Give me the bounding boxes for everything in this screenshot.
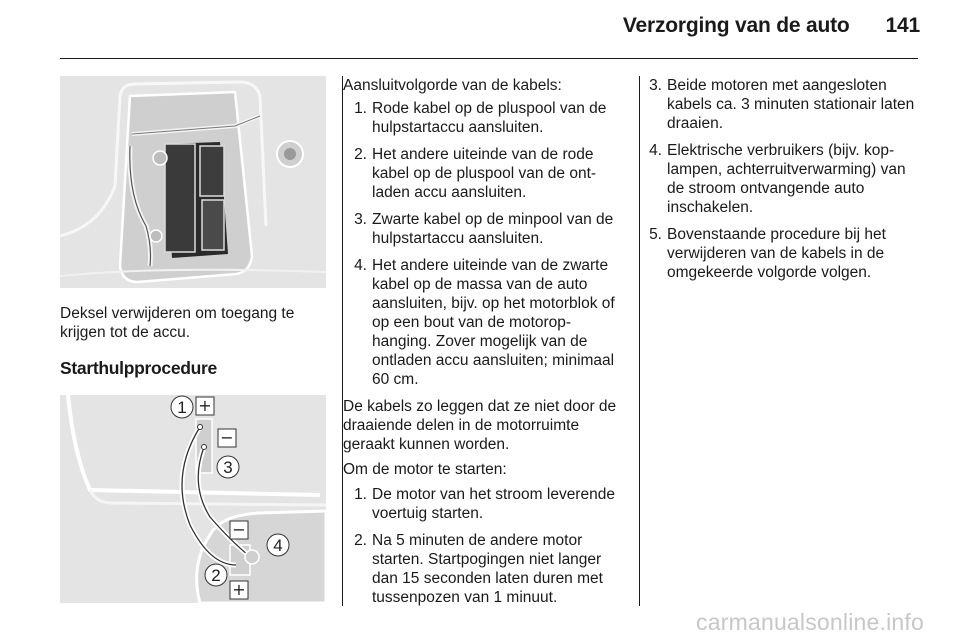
column-1 (60, 76, 326, 603)
list-item: 1. De motor van het stroom leverende voertuig starten. (354, 486, 615, 522)
page-header (623, 14, 920, 38)
figure-caption: Deksel verwijderen om toegang te krijgen tot de accu. (60, 305, 295, 341)
figure-label-1: 1 (177, 398, 187, 417)
watermark: carmanualsonline.info (696, 609, 924, 635)
battery-illustration (60, 76, 326, 288)
list-item: 5. Bovenstaande procedure bij het verwijderen van de kabels in de omgekeerde volgorde volgen. (649, 226, 886, 281)
figure-label-2: 2 (211, 566, 221, 585)
start-intro: Om de motor te starten: (343, 461, 507, 478)
cable-routing-note: De kabels zo leggen dat ze niet door de draaiende delen in de motorruimte geraakt kunnen worden. (343, 398, 617, 453)
jumpstart-illustration (60, 395, 326, 603)
column-3 (644, 76, 924, 290)
start-steps (343, 485, 625, 607)
header-rule (60, 58, 918, 59)
list-item: 3. Zwarte kabel op de minpool van de hulpstartaccu aansluiten. (354, 211, 614, 247)
column-2 (343, 76, 625, 615)
list-item: 1. Rode kabel op de pluspool van de hulpstartaccu aansluiten. (354, 100, 607, 136)
list-item: 4. Elektrische verbruikers (bijv. koplampen, achterruitverwarming) van de stroom ontvangende auto inschakelen. (649, 142, 906, 216)
svg-text:+: + (232, 580, 246, 599)
svg-text:−: − (220, 428, 234, 447)
page-number: 141 (885, 14, 920, 37)
figure-label-3: 3 (223, 458, 233, 477)
jumpstart-figure (60, 395, 326, 603)
list-item: 2. Het andere uiteinde van de rode kabel op de pluspool van de ontladen accu aansluiten. (354, 146, 597, 201)
connection-steps (343, 99, 625, 389)
header-title: Verzorging van de auto (622, 14, 850, 37)
column-divider-2 (639, 76, 640, 606)
continued-steps (644, 76, 924, 282)
list-item: 4. Het andere uiteinde van de zwarte kabel op de massa van de auto aansluiten, bijv. op het motorblok of op een bout van de motorophanging. Zover mogelijk van de ontladen accu aansluiten; minimaal 60 cm. (354, 257, 615, 388)
svg-text:+: + (198, 396, 212, 415)
figure-label-4: 4 (273, 536, 283, 555)
connection-intro: Aansluitvolgorde van de kabels: (343, 77, 562, 94)
section-heading: Starthulpprocedure (60, 358, 217, 378)
list-item: 2. Na 5 minuten de andere motor starten. Startpogingen niet langer dan 15 seconden laten duren met tussenpozen van 1 minuut. (354, 532, 603, 606)
list-item: 3. Beide motoren met aangesloten kabels ca. 3 minuten stationair laten draaien. (649, 77, 915, 132)
svg-text:−: − (232, 520, 246, 539)
battery-figure (60, 76, 326, 288)
